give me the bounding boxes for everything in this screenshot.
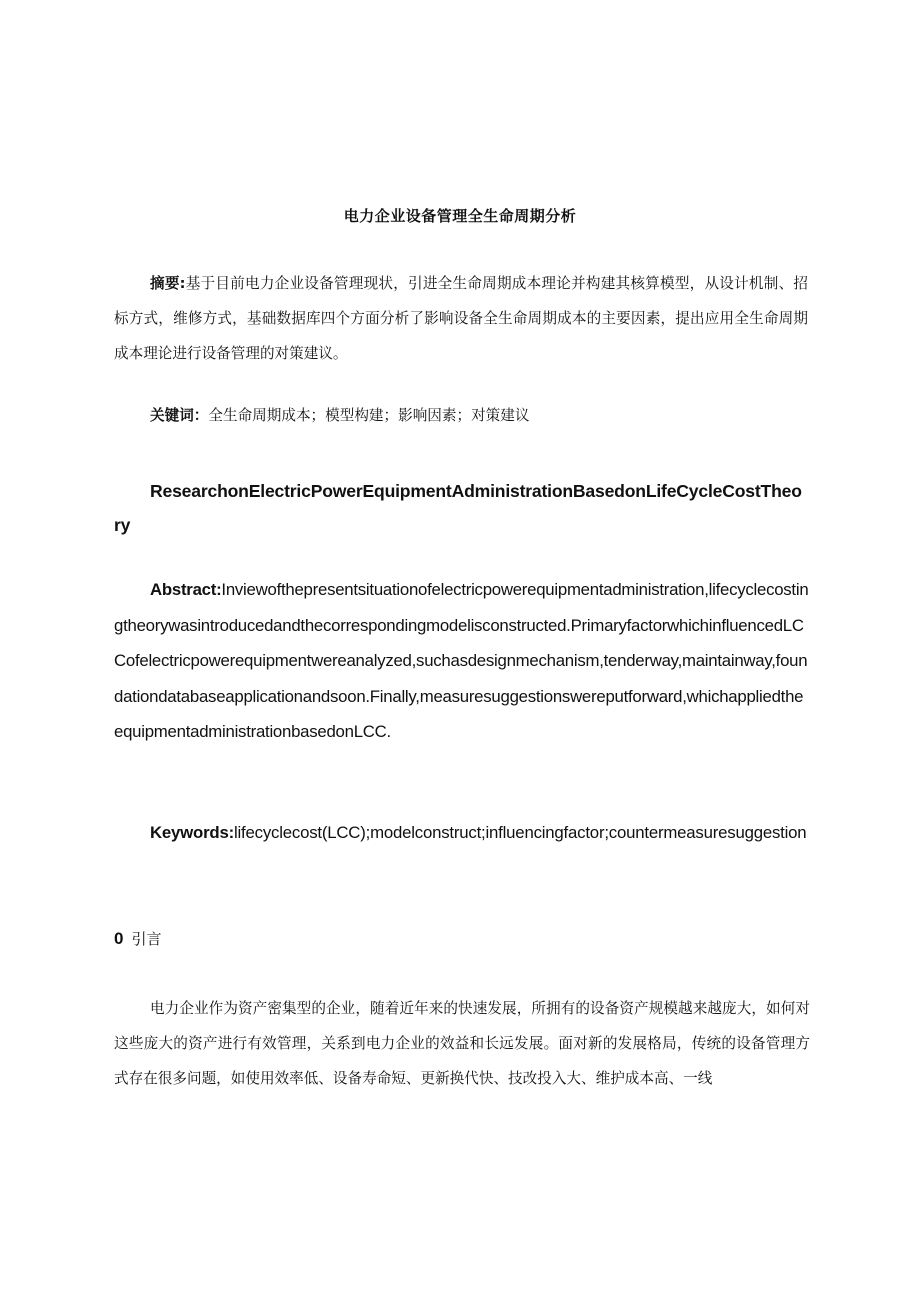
abstract-en-text: Inviewofthepresentsituationofelectricpowerequipmentadministration,lifecyclecostingtheorywasintroducedandthecorrespondingmodelisconstructed.PrimaryfactorwhichinfluencedLCCofelectricpowerequipmentwereanalyzed,suchasdesignmechanism,tenderway,maintainway,foundationdatabaseapplicationandsoon.Finally,measuresuggestionswereputforward,whichappliedtheequipmentadministrationbasedonLCC. (114, 580, 809, 742)
keywords-cn-label: 关键词： (150, 407, 209, 424)
section-number: 0 (114, 929, 124, 948)
paper-title-cn: 电力企业设备管理全生命周期分析 (343, 207, 577, 225)
paper-title-en: ResearchonElectricPowerEquipmentAdministrationBasedonLifeCycleCostTheory (114, 481, 802, 535)
abstract-en-label: Abstract: (150, 580, 222, 599)
intro-paragraph: 电力企业作为资产密集型的企业，随着近年来的快速发展，所拥有的设备资产规模越来越庞大，如何对这些庞大的资产进行有效管理，关系到电力企业的效益和长远发展。面对新的发展格局，传统的设备管理方式存在很多问题，如使用效率低、设备寿命短、更新换代快、技改投入大、维护成本高、一线 (114, 1000, 810, 1087)
section-title: 引言 (131, 930, 162, 948)
keywords-cn (150, 404, 810, 425)
keywords-en (114, 815, 810, 851)
abstract-en (114, 572, 810, 750)
keywords-en-text: lifecyclecost(LCC);modelconstruct;influencingfactor;countermeasuresuggestion (234, 823, 807, 842)
section-heading (114, 928, 161, 949)
keywords-en-label: Keywords: (150, 823, 234, 842)
abstract-cn (114, 266, 808, 371)
abstract-cn-label: 摘要: (150, 275, 186, 292)
keywords-cn-text: 全生命周期成本；模型构建；影响因素；对策建议 (208, 407, 530, 424)
abstract-cn-text: 基于目前电力企业设备管理现状，引进全生命周期成本理论并构建其核算模型，从设计机制、招标方式，维修方式，基础数据库四个方面分析了影响设备全生命周期成本的主要因素，提出应用全生命周期成本理论进行设备管理的对策建议。 (114, 275, 808, 362)
